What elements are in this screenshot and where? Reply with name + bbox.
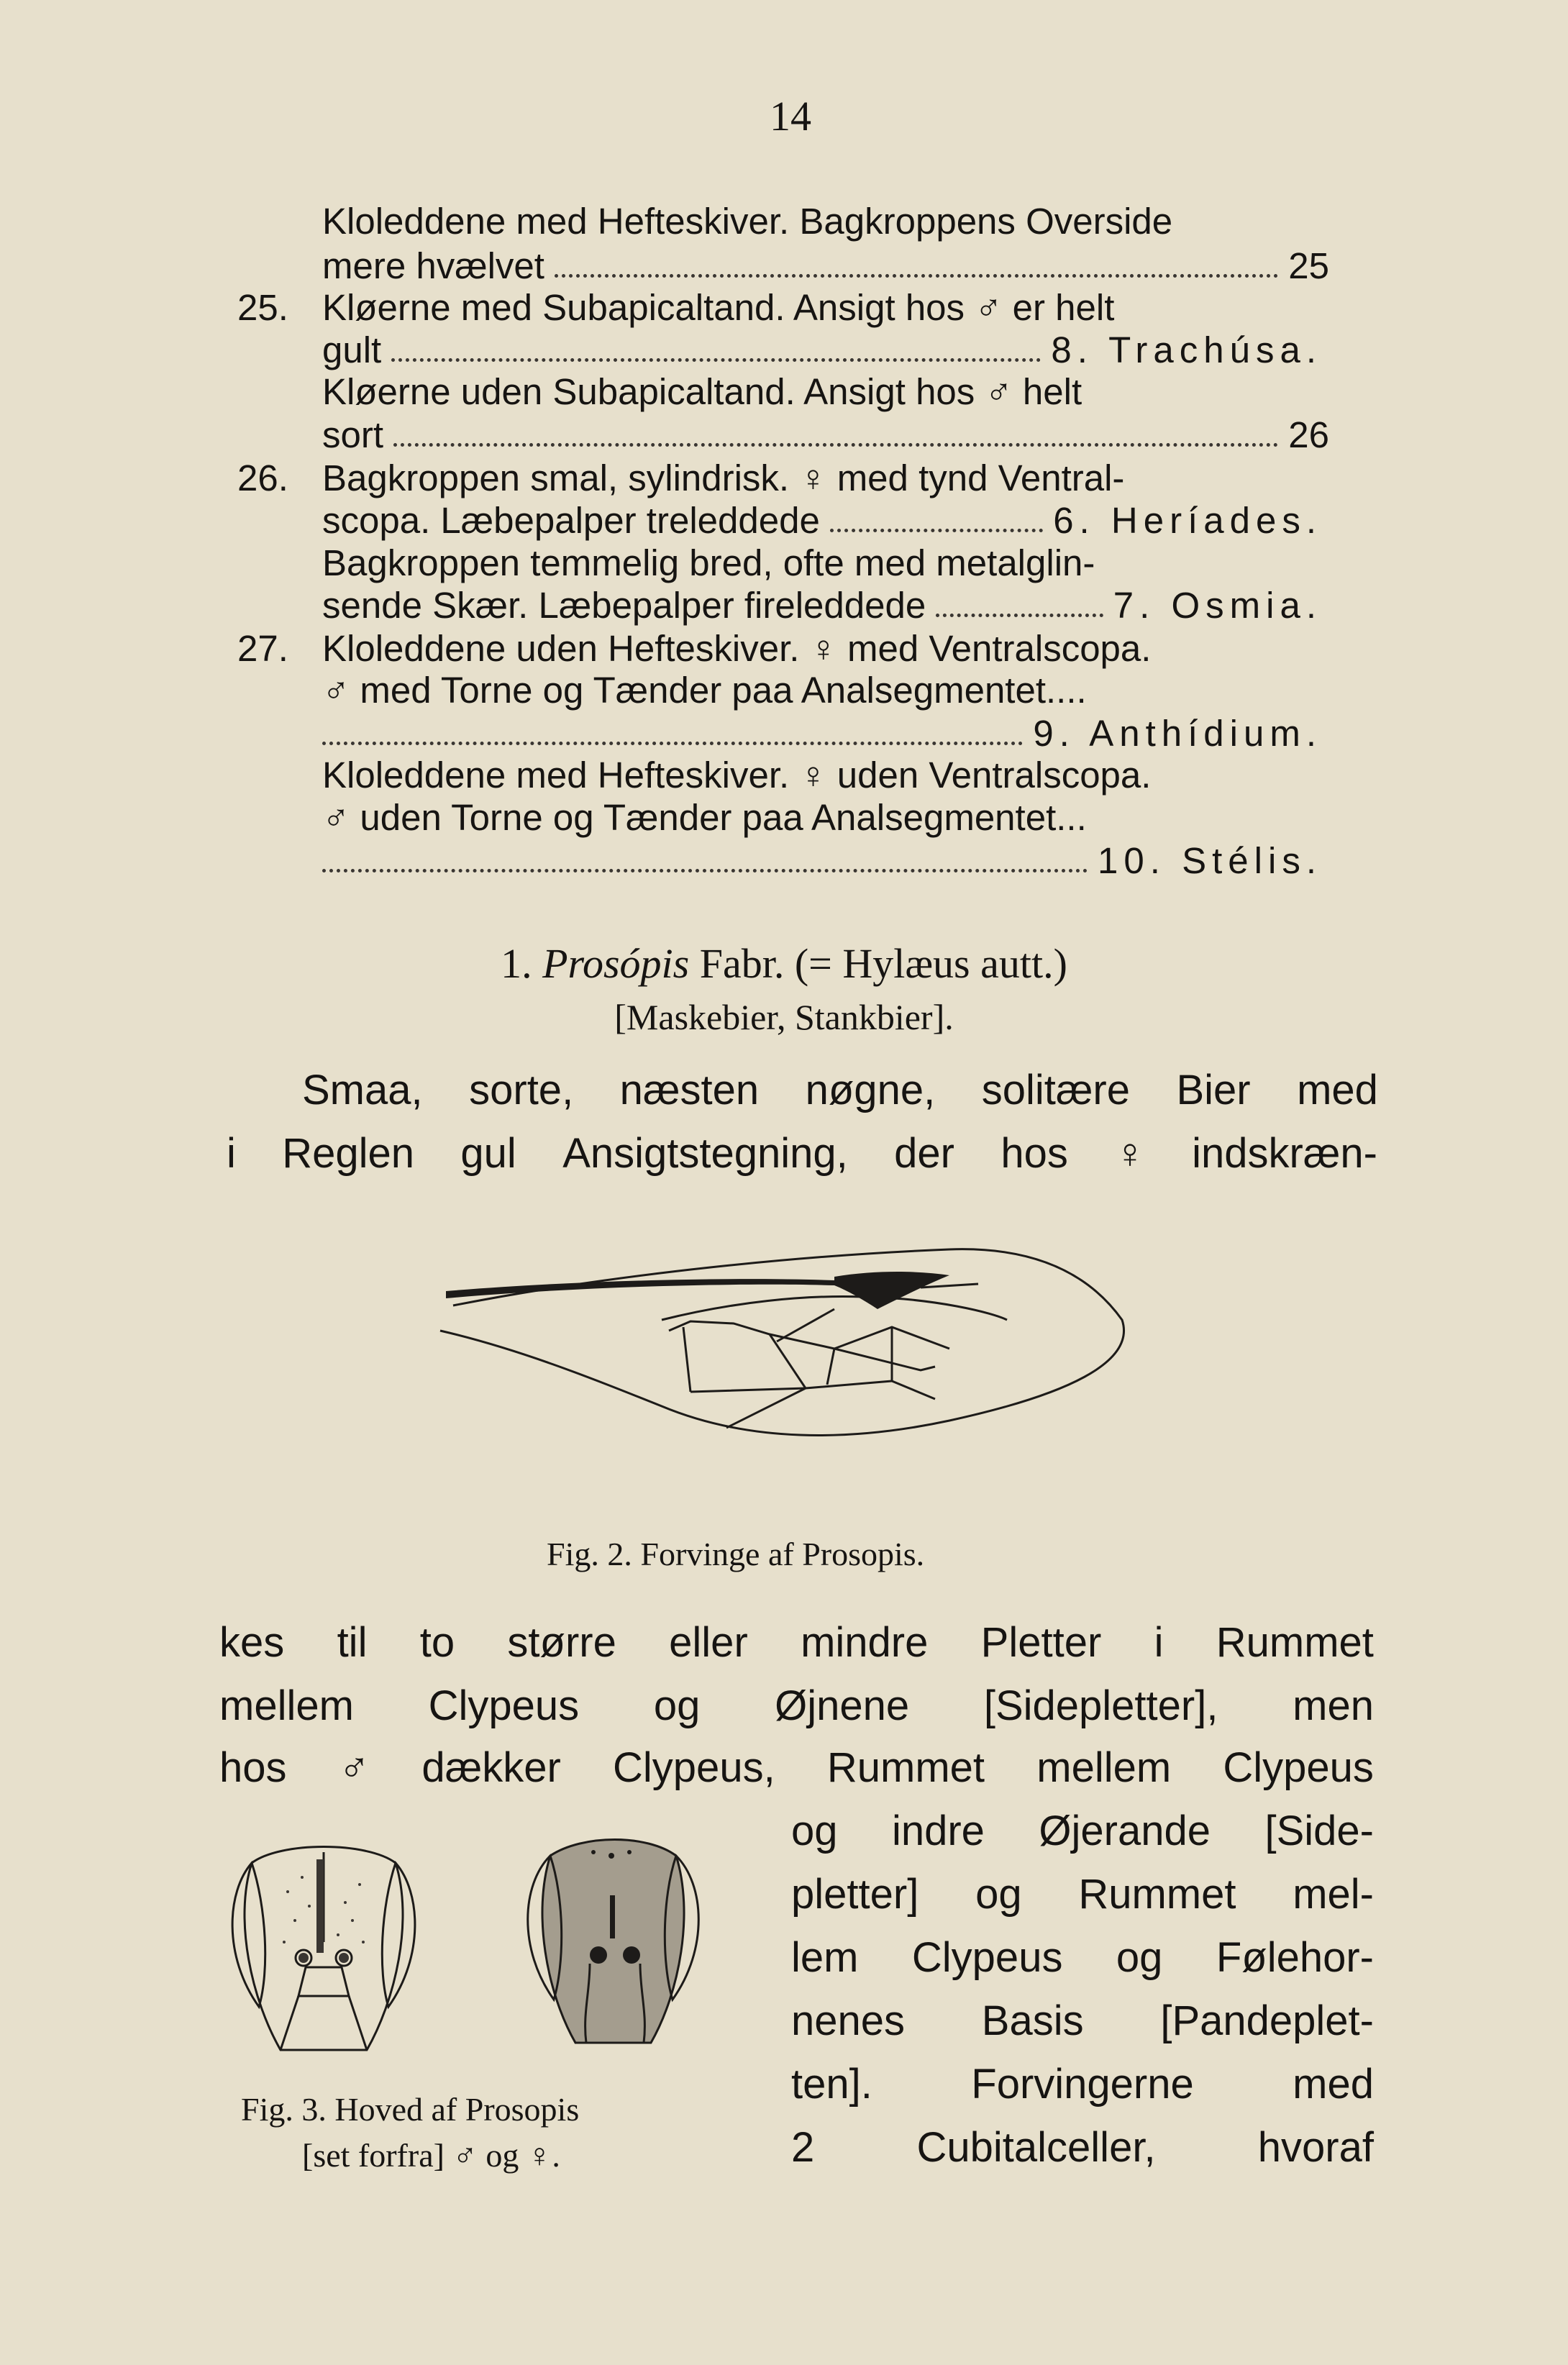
word: i bbox=[227, 1130, 236, 1177]
key-line: Kloleddene med Hefteskiver. ♀ uden Ventralscopa. bbox=[322, 755, 1152, 796]
fig2-wing-drawing bbox=[432, 1241, 1151, 1442]
key-text: sort bbox=[322, 414, 384, 455]
word: Rummet bbox=[1216, 1619, 1374, 1666]
word: Ansigtstegning, bbox=[562, 1130, 848, 1177]
word: Rummet bbox=[826, 1744, 985, 1791]
fig3-male-head-drawing bbox=[216, 1834, 432, 2072]
fig3-female-head-drawing bbox=[503, 1827, 719, 2064]
text-line bbox=[791, 1807, 1374, 1855]
word: indskræn- bbox=[1192, 1130, 1377, 1177]
key-line: Bagkroppen temmelig bred, ofte med metalglin- bbox=[322, 542, 1095, 583]
key-line: Kløerne uden Subapicaltand. Ansigt hos ♂ helt bbox=[322, 371, 1082, 412]
dot-leader bbox=[322, 742, 1023, 745]
key-text: sende Skær. Læbepalper fireleddede bbox=[322, 585, 926, 626]
word: Clypeus bbox=[428, 1682, 580, 1729]
wing-stigma bbox=[834, 1272, 949, 1309]
word: Clypeus bbox=[911, 1934, 1063, 1981]
genus-number: 1. bbox=[501, 940, 532, 987]
page-number: 14 bbox=[770, 93, 811, 140]
key-ref: 26 bbox=[1288, 414, 1329, 455]
word: solitære bbox=[981, 1067, 1130, 1113]
key-text: mere hvælvet bbox=[322, 245, 544, 286]
word: nøgne, bbox=[805, 1067, 936, 1113]
dot-leader bbox=[391, 358, 1041, 362]
word: til bbox=[337, 1619, 368, 1666]
word: ten]. bbox=[791, 2061, 872, 2107]
genus-heading bbox=[0, 939, 1568, 988]
word: Rummet bbox=[1078, 1871, 1236, 1918]
genus-result: 9. Anthídium. bbox=[1033, 713, 1322, 754]
word: hvoraf bbox=[1257, 2124, 1374, 2171]
genus-name: Prosópis bbox=[542, 940, 690, 987]
word: pletter] bbox=[791, 1871, 919, 1918]
dot-leader bbox=[393, 443, 1278, 447]
key-line bbox=[322, 329, 1322, 371]
key-line bbox=[322, 245, 1329, 287]
word: Øjerande bbox=[1039, 1808, 1211, 1854]
common-names: [Maskebier, Stankbier]. bbox=[614, 997, 954, 1037]
text-line bbox=[219, 1682, 1374, 1730]
word: Smaa, bbox=[302, 1067, 423, 1113]
word: men bbox=[1293, 1682, 1374, 1729]
word: ♀ bbox=[1114, 1130, 1146, 1177]
key-line: ♂ uden Torne og Tænder paa Analsegmentet... bbox=[322, 797, 1087, 838]
genus-result: 6. Heríades. bbox=[1053, 500, 1322, 541]
key-line: Kloleddene med Hefteskiver. Bagkroppens Overside bbox=[322, 201, 1173, 242]
word: Clypeus bbox=[1223, 1744, 1374, 1791]
word: dækker bbox=[421, 1744, 561, 1791]
key-ref: 25 bbox=[1288, 245, 1329, 286]
word: med bbox=[1297, 1067, 1378, 1113]
word: ♂ bbox=[338, 1744, 370, 1791]
key-text: gult bbox=[322, 329, 382, 370]
dot-leader bbox=[555, 274, 1278, 278]
text-line bbox=[791, 1870, 1374, 1918]
word: [Sidepletter], bbox=[983, 1682, 1218, 1729]
fig3-caption-line: [set forfra] ♂ og ♀. bbox=[302, 2137, 560, 2174]
word: og bbox=[653, 1682, 701, 1729]
word: Clypeus, bbox=[613, 1744, 775, 1791]
key-line bbox=[322, 712, 1322, 755]
dot-leader bbox=[322, 869, 1088, 872]
word: [Pandeplet- bbox=[1160, 1997, 1374, 2044]
text-line bbox=[791, 1997, 1374, 2045]
text-line bbox=[791, 2123, 1374, 2172]
word: Følehor- bbox=[1216, 1934, 1374, 1981]
word: med bbox=[1293, 2061, 1374, 2107]
genus-author: Fabr. (= Hylæus autt.) bbox=[699, 940, 1067, 987]
word: og bbox=[1116, 1934, 1163, 1981]
word: Reglen bbox=[282, 1130, 415, 1177]
key-line: Kløerne med Subapicaltand. Ansigt hos ♂ er helt bbox=[322, 287, 1115, 328]
fig2-caption: Fig. 2. Forvinge af Prosopis. bbox=[547, 1536, 925, 1572]
word: indre bbox=[891, 1808, 985, 1854]
word: mellem bbox=[1036, 1744, 1172, 1791]
word: 2 bbox=[791, 2124, 815, 2171]
word: i bbox=[1154, 1619, 1164, 1666]
couplet-number: 25. bbox=[237, 287, 288, 328]
word: to bbox=[419, 1619, 455, 1666]
word: kes bbox=[219, 1619, 285, 1666]
word: næsten bbox=[619, 1067, 760, 1113]
word: Pletter bbox=[980, 1619, 1102, 1666]
couplet-number: 26. bbox=[237, 457, 288, 498]
text-line bbox=[302, 1066, 1378, 1114]
word: Bier bbox=[1176, 1067, 1251, 1113]
word: større bbox=[507, 1619, 616, 1666]
word: sorte, bbox=[469, 1067, 574, 1113]
word: mindre bbox=[801, 1619, 929, 1666]
word: Cubitalceller, bbox=[916, 2124, 1156, 2171]
key-line: ♂ med Torne og Tænder paa Analsegmentet.... bbox=[322, 670, 1087, 711]
word: Forvingerne bbox=[971, 2061, 1194, 2107]
genus-result: 10. Stélis. bbox=[1098, 840, 1322, 881]
text-line bbox=[219, 1618, 1374, 1667]
word: [Side- bbox=[1264, 1808, 1374, 1854]
word: hos bbox=[219, 1744, 287, 1791]
text-line bbox=[219, 1744, 1374, 1792]
word: nenes bbox=[791, 1997, 906, 2044]
key-line bbox=[322, 499, 1322, 542]
word: mellem bbox=[219, 1682, 354, 1729]
genus-result: 8. Trachúsa. bbox=[1051, 329, 1322, 370]
key-line bbox=[322, 839, 1322, 882]
couplet-number: 27. bbox=[237, 628, 288, 669]
word: eller bbox=[669, 1619, 748, 1666]
word: Basis bbox=[981, 1997, 1084, 2044]
fig3-caption-line: Fig. 3. Hoved af Prosopis bbox=[241, 2091, 580, 2128]
key-line bbox=[322, 414, 1329, 456]
word: lem bbox=[791, 1934, 859, 1981]
dot-leader bbox=[830, 529, 1043, 532]
key-line: Kloleddene uden Hefteskiver. ♀ med Ventralscopa. bbox=[322, 628, 1152, 669]
key-line: Bagkroppen smal, sylindrisk. ♀ med tynd Ventral- bbox=[322, 457, 1125, 498]
word: der bbox=[894, 1130, 954, 1177]
word: og bbox=[791, 1808, 838, 1854]
dot-leader bbox=[936, 614, 1103, 617]
word: gul bbox=[460, 1130, 516, 1177]
text-line bbox=[227, 1129, 1377, 1177]
key-line bbox=[322, 584, 1322, 626]
genus-result: 7. Osmia. bbox=[1113, 585, 1322, 626]
text-line bbox=[791, 1933, 1374, 1982]
word: hos bbox=[1000, 1130, 1068, 1177]
word: og bbox=[975, 1871, 1022, 1918]
text-line bbox=[791, 2060, 1374, 2108]
word: mel- bbox=[1293, 1871, 1374, 1918]
key-text: scopa. Læbepalper treleddede bbox=[322, 500, 820, 541]
word: Øjnene bbox=[775, 1682, 910, 1729]
